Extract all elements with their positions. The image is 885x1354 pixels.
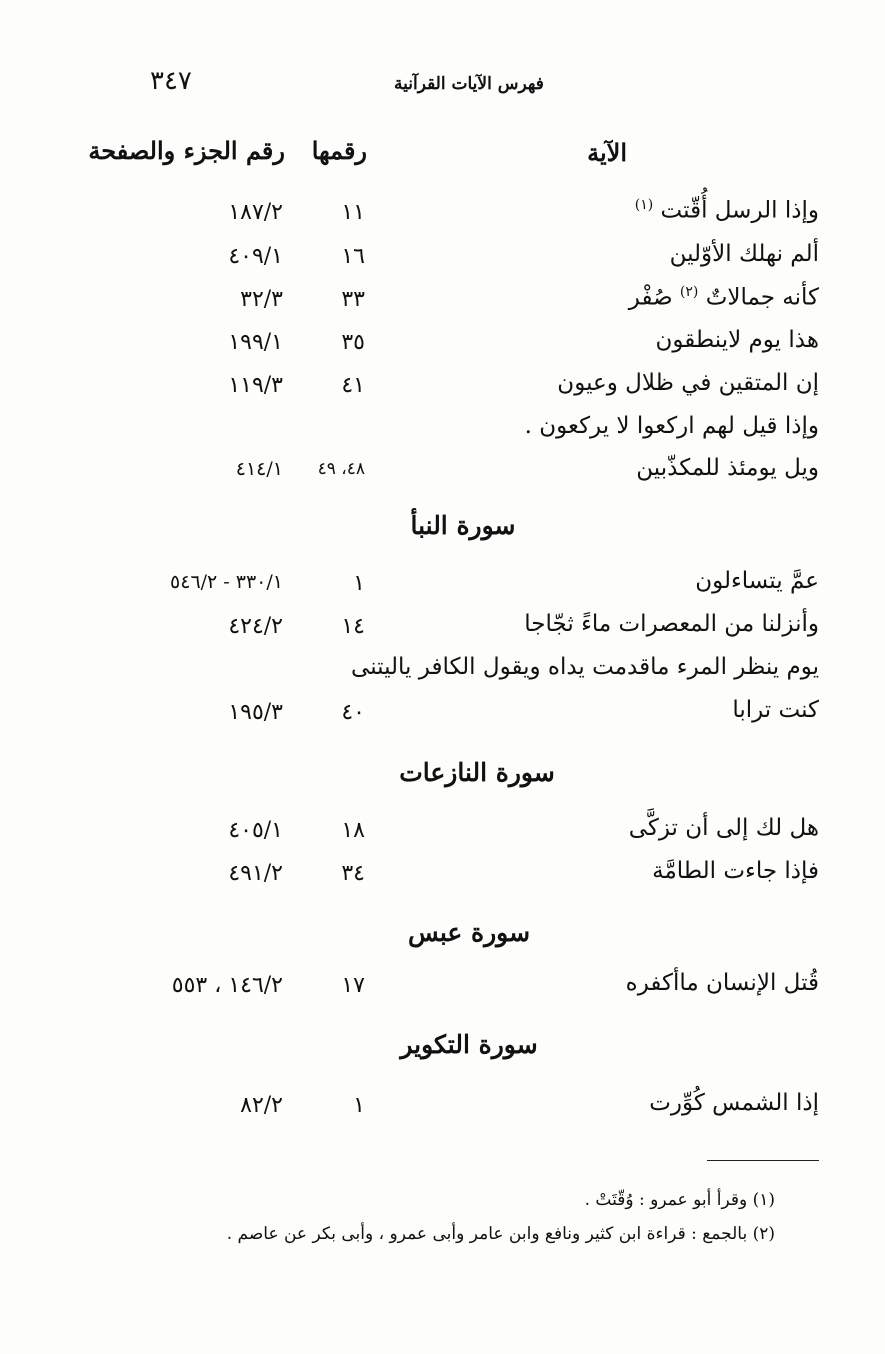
page-reference: ١١٩/٣ <box>228 373 283 398</box>
verse-number: ١٧ <box>341 973 365 998</box>
verse-text: كأنه جمالاتٌ $^{(٢)}$ صُفْر <box>628 284 819 311</box>
sura-heading: سورة التكوير <box>400 1030 538 1059</box>
verse-number: ١٤ <box>341 614 365 639</box>
verse-text: هل لك إلى أن تزكَّى <box>628 815 819 841</box>
verse-text: وإذا قيل لهم اركعوا لا يركعون . <box>524 413 819 439</box>
page-reference: ٣٢/٣ <box>240 287 283 312</box>
verse-text: هذا يوم لاينطقون <box>655 327 819 353</box>
verse-number: ٤٠ <box>341 700 365 725</box>
page-reference: ٣٣٠/١ - ٥٤٦/٢ <box>170 571 283 593</box>
verse-number: ٣٤ <box>341 861 365 886</box>
footnote-divider <box>707 1160 819 1161</box>
verse-number: ٣٣ <box>341 287 365 312</box>
page-reference: ٨٢/٢ <box>240 1093 283 1118</box>
verse-text: إن المتقين في ظلال وعيون <box>557 370 819 396</box>
verse-number: ١ <box>353 571 365 596</box>
verse-text: ويل يومئذ للمكذّبين <box>636 455 819 481</box>
verse-text: قُتل الإنسان ماأكفره <box>625 970 819 996</box>
verse-text: وأنزلنا من المعصرات ماءً ثجّاجا <box>524 611 819 637</box>
verse-text: فإذا جاءت الطامَّة <box>652 858 819 884</box>
verse-text: وإذا الرسل أُقّتت $^{(١)}$ <box>634 197 819 224</box>
page-reference: ١٨٧/٢ <box>228 200 283 225</box>
sura-heading: سورة النازعات <box>399 758 555 787</box>
verse-text: كنت ترابا <box>732 697 819 723</box>
verse-text: يوم ينظر المرء ماقدمت يداه ويقول الكافر ياليتنى <box>351 654 819 680</box>
page-number: ٣٤٧ <box>150 66 192 96</box>
footnote-marker: (١) <box>634 197 654 213</box>
verse-number: ٣٥ <box>341 330 365 355</box>
page-reference: ١٤٦/٢ ، ٥٥٣ <box>171 973 283 998</box>
page-reference: ٤٩١/٢ <box>228 861 283 886</box>
page-reference: ٤٠٥/١ <box>228 818 283 843</box>
page-reference: ٤١٤/١ <box>235 458 283 480</box>
verse-text: ألم نهلك الأوّلين <box>669 241 819 267</box>
page-reference: ٤٠٩/١ <box>228 244 283 269</box>
column-header-reference: رقم الجزء والصفحة <box>88 136 285 165</box>
running-title: فهرس الآيات القرآنية <box>394 74 544 94</box>
column-header-number: رقمها <box>311 136 367 165</box>
sura-heading: سورة عبس <box>407 918 531 947</box>
page-reference: ١٩٩/١ <box>228 330 283 355</box>
verse-number: ٤١ <box>341 373 365 398</box>
column-header-ayah: الآية <box>587 138 627 167</box>
page-reference: ١٩٥/٣ <box>228 700 283 725</box>
sura-heading: سورة النبأ <box>410 511 516 540</box>
footnote: (١) وقرأ أبو عمرو : وُقّتَتْ . <box>584 1190 775 1210</box>
verse-number: ١٨ <box>341 818 365 843</box>
verse-number: ١١ <box>341 200 365 225</box>
footnote-marker: (٢) <box>679 284 699 300</box>
verse-number: ١ <box>353 1093 365 1118</box>
page-reference: ٤٢٤/٢ <box>228 614 283 639</box>
footnote: (٢) بالجمع : قراءة ابن كثير ونافع وابن عامر وأبى عمرو ، وأبى بكر عن عاصم . <box>226 1224 775 1244</box>
verse-text: إذا الشمس كُوِّرت <box>649 1090 819 1116</box>
verse-number: ٤٨، ٤٩ <box>317 459 365 479</box>
verse-number: ١٦ <box>341 244 365 269</box>
verse-text: عمَّ يتساءلون <box>695 568 819 594</box>
